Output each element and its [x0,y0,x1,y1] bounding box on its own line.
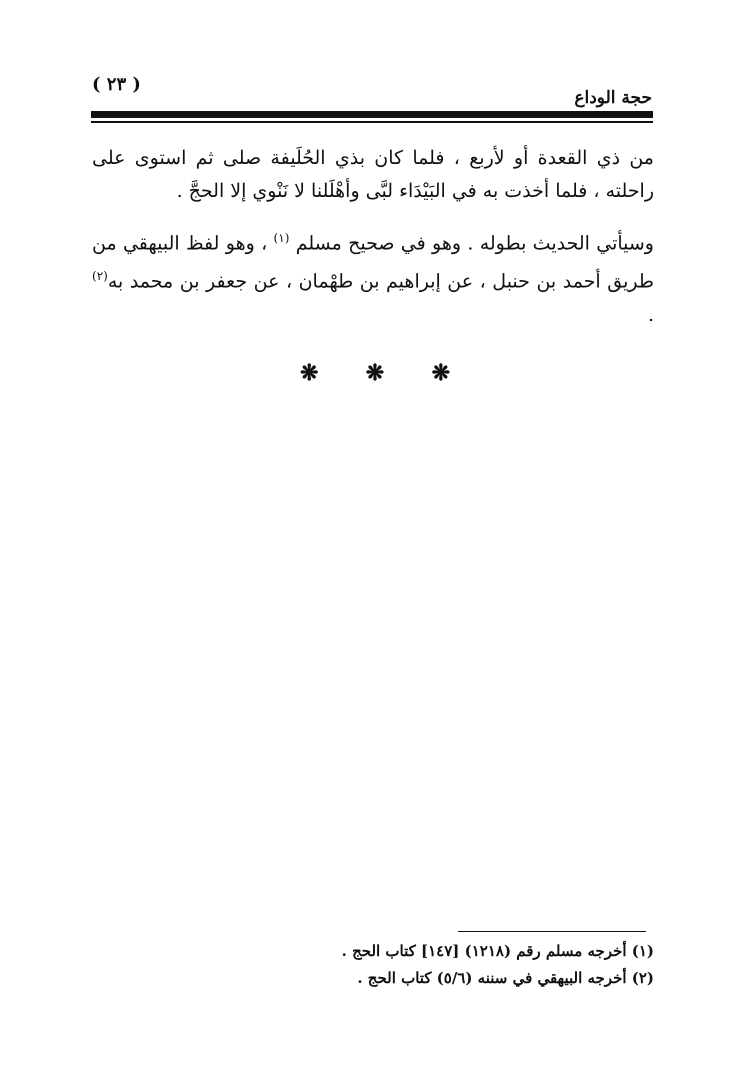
paragraph-2 [92,222,654,332]
page-number: ( ٢٣ ) [92,74,141,95]
star-ornament-icon: ❋ [300,360,319,386]
footnotes [92,938,654,992]
footnote-1: (١) أخرجه مسلم رقم (١٢١٨) [١٤٧] كتاب الحج . [341,942,654,960]
star-ornament-icon: ❋ [431,360,450,386]
footnote-rule [458,931,646,932]
footnote-ref-2: (٢) [92,269,108,284]
paragraph-2-text-end: . [647,303,654,326]
star-ornament-icon: ❋ [365,360,385,386]
header-rule-thin [91,121,653,123]
paragraph-2-text-b: ، وهو لفظ البيهقي من طريق أحمد بن حنبل ، عن إبراهيم بن طهْمان ، عن جعفر بن محمد به [92,232,654,293]
header-rule-thick [91,111,653,118]
main-text [92,142,654,332]
running-header-title: حجة الوداع [574,88,652,108]
section-separator [300,360,450,386]
paragraph-2-text-a: وسيأتي الحديث بطوله . وهو في صحيح مسلم [289,232,654,255]
footnote-2: (٢) أخرجه البيهقي في سننه (٥/٦) كتاب الحج . [357,969,654,987]
paragraph-1: من ذي القعدة أو لأربع ، فلما كان بذي الحُلَيفة صلى ثم استوى على راحلته ، فلما أخذت به في البَيْدَاء لبَّى وأهْلَلنا لا نَنْوي إلا الحجَّ . [92,147,654,202]
footnote-ref-1: (١) [273,231,290,245]
